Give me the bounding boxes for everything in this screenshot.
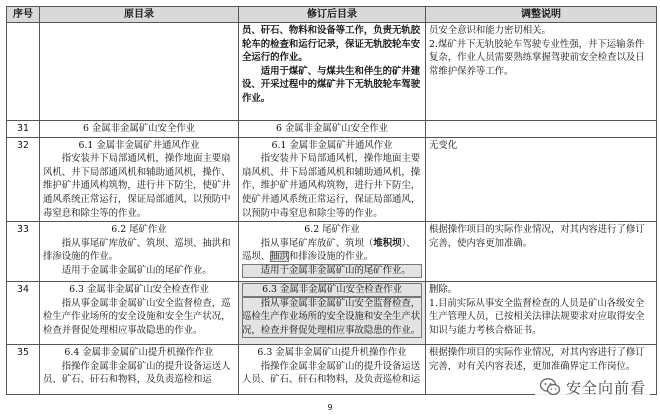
header-revised: 修订后目录 <box>239 7 426 23</box>
header-notes: 调整说明 <box>426 7 657 23</box>
revised-highlight-embankment: 堆积坝 <box>373 237 402 249</box>
table-row-31 <box>7 121 657 138</box>
original-title-33: 6.2 尾矿作业 <box>111 224 167 236</box>
revised-body-33-c: 和排渗设施的作业。 <box>288 251 374 263</box>
row-original-35 <box>40 345 239 395</box>
row-original-32 <box>40 137 239 222</box>
row-notes-continuation <box>426 23 657 121</box>
table-row-34 <box>7 282 657 345</box>
notes-continuation-line1: 员安全意识和能力密切相关。 <box>429 25 551 36</box>
table-row-33 <box>7 222 657 282</box>
row-notes-31 <box>426 121 657 138</box>
original-body-33: 指从事尾矿库放矿、筑坝、巡坝、抽洪和排渗设施的作业。 <box>43 237 231 263</box>
revised-continuation-scope: 适用于煤矿、与煤共生和伴生的矿井建设、开采过程中的煤矿井下无轨胶轮车驾驶作业。 <box>242 65 421 104</box>
row-notes-32: 无变化 <box>426 137 657 222</box>
row-notes-35: 根据操作项目的实际作业情况，对其内容进行了修订完善，对有关内容表述，更加准确界定工作岗位。 <box>426 345 657 395</box>
row-notes-34 <box>426 282 657 345</box>
row-revised-continuation <box>239 23 426 121</box>
original-scope-33: 适用于金属非金属矿山的尾矿作业。 <box>61 264 212 276</box>
row-num-33: 33 <box>7 222 40 282</box>
row-original-34 <box>40 282 239 345</box>
row-original-continuation <box>40 23 239 121</box>
table-header-row <box>7 7 657 23</box>
revised-title-33: 6.2 尾矿作业 <box>304 224 360 236</box>
row-revised-32 <box>239 137 426 222</box>
revised-body-33 <box>242 237 422 264</box>
revision-table <box>6 6 657 395</box>
row-num-35: 35 <box>7 345 40 395</box>
row-revised-31: 6 金属非金属矿山安全作业 <box>239 121 426 138</box>
revised-continuation-text: 员、矸石、物料和设备等工作，负责无轨胶轮车的检查和运行记录，保证无轨胶轮车安全运行的作业。 <box>242 25 421 64</box>
revised-body-34: 指从事金属非金属矿山安全监督检查，巡检生产作业场所的安全设施和安全生产状况，检查并督促处理相应事故隐患的作业。 <box>242 297 421 336</box>
revised-body-33-b: ）、巡坝、 <box>242 237 416 263</box>
row-num-34: 34 <box>7 282 40 345</box>
row-notes-33: 根据操作项目的实际作业情况，对其内容进行了修订完善，使内容更加准确。 <box>426 222 657 282</box>
revised-title-34: 6.3 金属非金属矿山安全检查作业 <box>242 283 422 297</box>
original-title-35: 6.4 金属非金属矿山提升机操作作业 <box>64 347 214 359</box>
watermark-text: 安全向前看 <box>565 378 646 397</box>
table-row-32 <box>7 137 657 222</box>
revised-scope-33: 适用于金属非金属矿山的尾矿作业。 <box>242 264 422 278</box>
original-title-32: 6.1 金属非金属矿井通风作业 <box>78 139 200 151</box>
revised-body-33-a: 指从事尾矿库放矿、筑坝（ <box>260 237 374 249</box>
revised-body-35: 指操作金属非金属矿山的提升设备运送人员、矿石、矸石和物料，及负责巡检和运 <box>242 360 421 386</box>
original-body-34: 指从事金属非金属矿山安全监督检查，巡检生产作业场所的安全设施和安全生产状况，检查并督促处理相应事故隐患的作业。 <box>43 297 231 336</box>
row-original-31: 6 金属非金属矿山安全作业 <box>40 121 239 138</box>
table-row-continuation <box>7 23 657 121</box>
header-seq: 序号 <box>7 7 40 23</box>
row-revised-33 <box>239 222 426 282</box>
notes-34-line1: 删除。 <box>429 284 458 296</box>
row-num-32: 32 <box>7 137 40 222</box>
watermark <box>535 374 650 400</box>
header-original: 原目录 <box>40 7 239 23</box>
row-revised-34 <box>239 282 426 345</box>
revised-highlight-flood: 抽洪 <box>270 251 289 263</box>
row-original-33 <box>40 222 239 282</box>
row-num-31: 31 <box>7 121 40 138</box>
notes-continuation-line2: 2.煤矿井下无轨胶轮车驾驶专业性强，井下运输条件复杂，作业人员需要熟练掌握驾驶前安全检查以及日常维护保养等工作。 <box>429 38 645 77</box>
row-revised-35 <box>239 345 426 395</box>
notes-34-line2: 1.目前实际从事安全监督检查的人员是矿山各级安全生产管理人员，已按相关法律法规要求对应取得安全知识与能力考核合格证书。 <box>429 297 645 336</box>
wechat-icon <box>539 376 561 398</box>
revised-title-35: 6.3 金属非金属矿山提升机操作作业 <box>257 347 407 359</box>
revised-title-32: 6.1 金属非金属矿井通风作业 <box>271 139 393 151</box>
original-body-32: 指安装井下局部通风机，操作地面主要扇风机、井下局部通风机和辅助通风机，操作、维护矿井通风构筑物，进行井下防尘，使矿井通风系统正常运行，保证局部通风，以预防中毒窒息和除尘等的作业。 <box>43 153 231 219</box>
original-body-35: 指操作金属非金属矿山的提升设备运送人员、矿石、矸石和物料，及负责巡检和运 <box>43 360 231 386</box>
row-num-continuation <box>7 23 40 121</box>
page-number: 9 <box>327 403 333 412</box>
original-title-34: 6.3 金属非金属矿山安全检查作业 <box>69 284 209 296</box>
revised-body-32: 指安装井下局部通风机，操作地面主要扇风机、井下局部通风机和辅助通风机，操作、维护矿井通风构筑物，进行井下防尘，使矿井通风系统正常运行，保证局部通风，以预防中毒窒息和除尘等的作业。 <box>242 153 421 219</box>
